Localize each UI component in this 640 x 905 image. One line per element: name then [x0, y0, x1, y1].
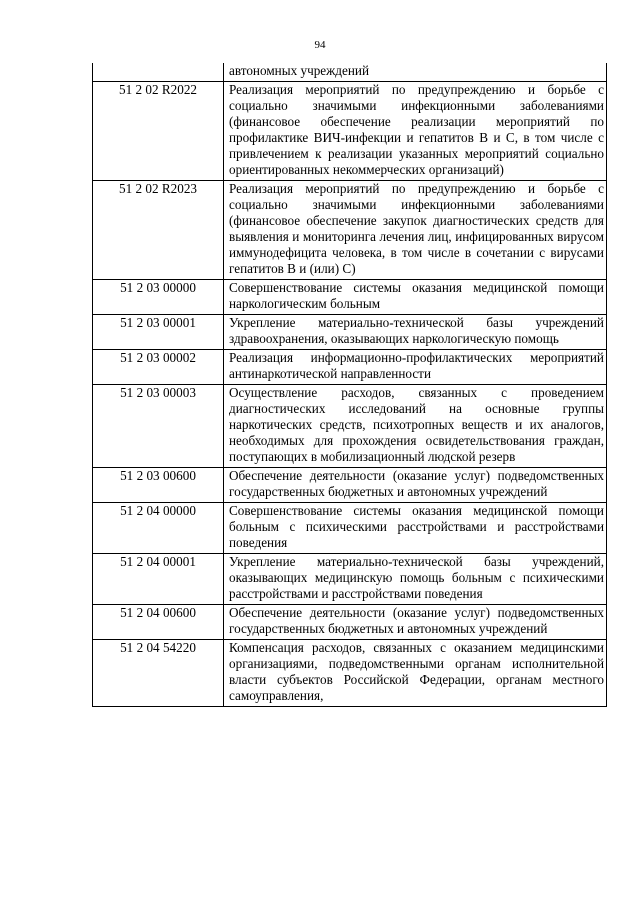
description-cell: Совершенствование системы оказания медицинской помощи больным с психическими расстройствами и расстройствами поведения [224, 503, 607, 554]
code-cell: 51 2 04 00000 [93, 503, 224, 554]
description-cell: Реализация мероприятий по предупреждению и борьбе с социально значимыми инфекционными заболеваниями (финансовое обеспечение реализации мероприятий по профилактике ВИЧ-инфекции и гепатитов B и C, в том числе с привлечением к реализации указанных мероприятий социально ориентированных некоммерческих организаций) [224, 82, 607, 181]
description-cell: Реализация мероприятий по предупреждению и борьбе с социально значимыми инфекционными заболеваниями (финансовое обеспечение закупок диагностических средств для выявления и мониторинга лечения лиц, инфицированных вирусом иммунодефицита человека, в том числе в сочетании с вирусами гепатитов B и (или) C) [224, 181, 607, 280]
description-cell: автономных учреждений [224, 63, 607, 82]
table-row [93, 350, 607, 385]
code-cell: 51 2 03 00000 [93, 280, 224, 315]
code-cell: 51 2 03 00600 [93, 468, 224, 503]
description-cell: Обеспечение деятельности (оказание услуг) подведомственных государственных бюджетных и автономных учреждений [224, 605, 607, 640]
code-cell: 51 2 03 00002 [93, 350, 224, 385]
table-row [93, 181, 607, 280]
table-row [93, 640, 607, 707]
description-cell: Осуществление расходов, связанных с проведением диагностических исследований на основные группы наркотических средств, психотропных веществ и их аналогов, необходимых для прохождения освидетельствования граждан, поступающих в мобилизационный людской резерв [224, 385, 607, 468]
description-cell: Укрепление материально-технической базы учреждений, оказывающих медицинскую помощь больным с психическими расстройствами и расстройствами поведения [224, 554, 607, 605]
code-cell: 51 2 04 00600 [93, 605, 224, 640]
description-cell: Компенсация расходов, связанных с оказанием медицинскими организациями, подведомственными органам исполнительной власти субъектов Российской Федерации, органам местного самоуправления, [224, 640, 607, 707]
table-row [93, 315, 607, 350]
table-row [93, 63, 607, 82]
table-row [93, 554, 607, 605]
description-cell: Реализация информационно-профилактических мероприятий антинаркотической направленности [224, 350, 607, 385]
code-cell: 51 2 02 R2022 [93, 82, 224, 181]
table-row [93, 503, 607, 554]
table-row [93, 468, 607, 503]
code-cell: 51 2 03 00003 [93, 385, 224, 468]
description-cell: Совершенствование системы оказания медицинской помощи наркологическим больным [224, 280, 607, 315]
table-row [93, 82, 607, 181]
page-number: 94 [314, 39, 326, 51]
code-cell: 51 2 04 00001 [93, 554, 224, 605]
table-row [93, 605, 607, 640]
code-cell: 51 2 02 R2023 [93, 181, 224, 280]
budget-code-table [92, 63, 607, 707]
code-cell [93, 63, 224, 82]
description-cell: Обеспечение деятельности (оказание услуг) подведомственных государственных бюджетных и автономных учреждений [224, 468, 607, 503]
description-cell: Укрепление материально-технической базы учреждений здравоохранения, оказывающих наркологическую помощь [224, 315, 607, 350]
table-row [93, 385, 607, 468]
table-row [93, 280, 607, 315]
code-cell: 51 2 03 00001 [93, 315, 224, 350]
code-cell: 51 2 04 54220 [93, 640, 224, 707]
